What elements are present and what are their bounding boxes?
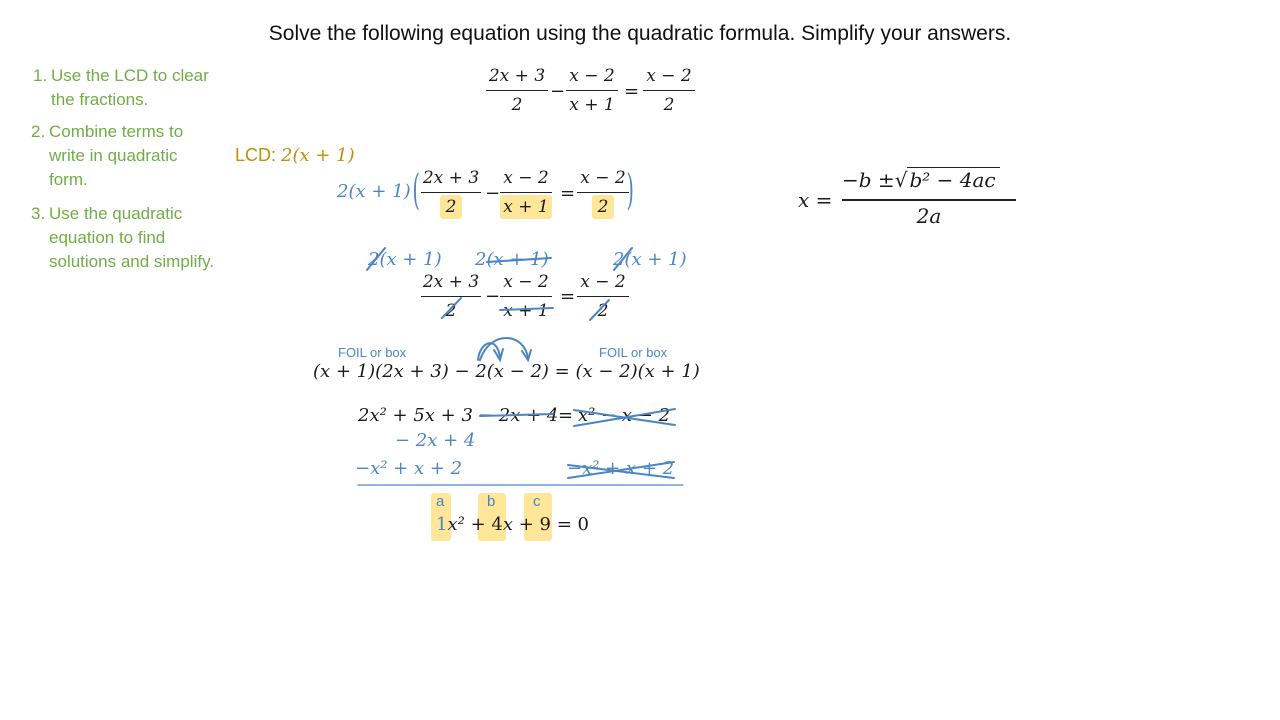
step-number: 1. [33,66,48,85]
combine-row-3-left: −x² + x + 2 [355,458,463,479]
cancel-multiplier-3: 2(x + 1) [613,249,687,270]
numerator: x − 2 [646,66,692,86]
step-text: write in quadratic [49,146,178,165]
numerator: 2x + 3 [488,66,546,86]
equals-zero: = 0 [556,514,589,535]
fraction-2 [566,64,618,117]
formula-bar [842,199,1016,201]
page-title: Solve the following equation using the quadratic formula. Simplify your answers. [268,22,1012,45]
fraction-1-cancelled [421,270,481,323]
left-paren: ( [412,165,420,214]
denominator: x + 1 [503,301,549,322]
step-2 [31,120,231,192]
step-text: Combine terms to [49,122,184,141]
lcd-label: LCD: [235,145,277,165]
step-3 [31,202,251,274]
numerator: 2x + 3 [422,168,480,188]
formula-numerator: −b ±√ b² − 4ac [842,168,1000,192]
fraction-1-multiplied [421,166,481,219]
step-1 [33,64,233,112]
denominator-highlight: x + 1 [500,195,551,219]
cancel-multiplier-1: 2(x + 1) [368,249,442,270]
step-number: 2. [31,122,46,141]
foil-label-left: FOIL or box [338,345,407,360]
lcd-expression: 2(x + 1) [281,145,355,166]
step-text: Use the LCD to clear [51,66,209,85]
numerator: x − 2 [580,168,626,188]
formula-lhs: x = [798,188,833,212]
equals-sign: = [560,183,576,204]
combine-row-3-right: −x² + x + 2 [567,458,675,479]
radicand: b² − 4ac [907,167,999,192]
fraction-3 [643,64,695,117]
foil-label-right: FOIL or box [599,345,668,360]
numerator: x − 2 [580,272,626,292]
denominator: 2 [597,301,609,322]
fraction-1 [486,64,548,117]
step-text: Use the quadratic [49,204,183,223]
distribute-arrow [478,343,500,360]
cancel-multiplier-2: 2(x + 1) [475,249,549,270]
denominator-highlight: 2 [592,195,615,219]
minus-sign: − [485,183,501,204]
denominator: 2 [445,301,457,322]
label-a: a [436,493,445,510]
formula-denominator: 2a [916,204,942,228]
numerator: 2x + 3 [422,272,480,292]
step-number: 3. [31,204,46,223]
numerator: x − 2 [503,272,549,292]
fraction-3-cancelled [577,270,629,323]
denominator-highlight: 2 [440,195,463,219]
fraction-2-cancelled [500,270,552,323]
right-paren: ) [626,165,634,214]
combine-row-1-crossed: − 2x + 4 [478,405,559,426]
arrow-head [522,350,531,360]
fraction-2-multiplied [500,166,552,219]
equals-sign: = [560,286,576,307]
step-text: equation to find [49,228,166,247]
coef-c: + 9 [518,514,551,535]
numerator: x − 2 [503,168,549,188]
denominator: x + 1 [569,95,615,116]
x-term: x [502,514,513,535]
expanded-equation: (x + 1)(2x + 3) − 2(x − 2) = (x − 2)(x + 1) [313,361,700,382]
denominator: 2 [511,95,523,116]
step-text: the fractions. [51,90,149,109]
lcd-multiplier: 2(x + 1) [337,181,411,202]
coef-b: + 4 [470,514,503,535]
label-c: c [533,493,541,510]
x-squared: x² [447,514,465,535]
combine-row-1-right: x² − x − 2 [578,405,671,426]
minus-sign: − [485,286,501,307]
fraction-3-multiplied [577,166,629,219]
coef-a: 1 [436,514,448,535]
denominator: 2 [663,95,675,116]
combine-row-1-equals: = [558,405,574,426]
label-b: b [487,493,496,510]
combine-row-2: − 2x + 4 [395,430,476,451]
arrow-head [494,349,503,360]
step-text: form. [49,170,88,189]
lcd-annotation [235,145,355,166]
neg-b-plus-minus: −b ± [842,168,895,192]
numerator: x − 2 [569,66,615,86]
combine-row-1-left: 2x² + 5x + 3 [358,405,473,426]
standard-form [436,514,589,535]
distribute-arrow [480,338,528,360]
step-text: solutions and simplify. [49,252,215,271]
minus-sign: − [550,81,566,102]
equals-sign: = [624,81,640,102]
